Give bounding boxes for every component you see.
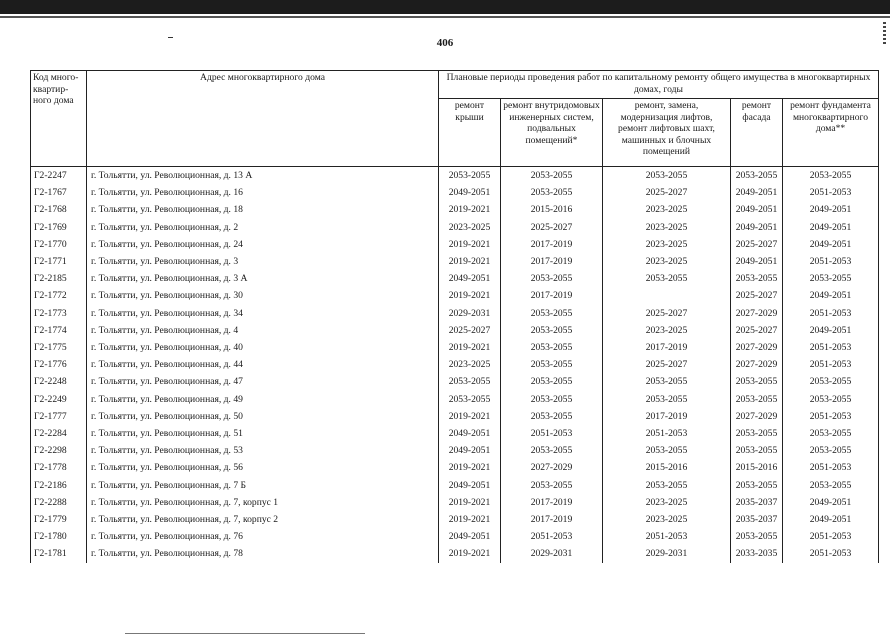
table-row [31, 219, 879, 236]
cell-address: г. Тольятти, ул. Революционная, д. 53 [87, 442, 439, 459]
cell-lifts: 2017-2019 [603, 339, 731, 356]
cell-foundation: 2051-2053 [783, 408, 879, 425]
cell-address: г. Тольятти, ул. Революционная, д. 51 [87, 425, 439, 442]
table-row [31, 391, 879, 408]
cell-code: Г2-2249 [31, 391, 87, 408]
cell-foundation: 2049-2051 [783, 322, 879, 339]
cell-facade: 2027-2029 [731, 356, 783, 373]
cell-facade: 2027-2029 [731, 408, 783, 425]
table-row [31, 477, 879, 494]
cell-lifts: 2051-2053 [603, 425, 731, 442]
cell-lifts: 2053-2055 [603, 477, 731, 494]
cell-foundation: 2051-2053 [783, 184, 879, 201]
cell-lifts: 2023-2025 [603, 201, 731, 218]
cell-systems: 2053-2055 [501, 373, 603, 390]
cell-facade: 2025-2027 [731, 322, 783, 339]
cell-foundation: 2049-2051 [783, 287, 879, 304]
cell-address: г. Тольятти, ул. Революционная, д. 2 [87, 219, 439, 236]
cell-facade: 2053-2055 [731, 373, 783, 390]
cell-address: г. Тольятти, ул. Революционная, д. 7, корпус 2 [87, 511, 439, 528]
header-systems: ремонт внутридомовых инженерных систем, подвальных помещений* [501, 99, 603, 167]
cell-facade: 2053-2055 [731, 167, 783, 185]
cell-roof: 2023-2025 [439, 356, 501, 373]
header-code: Код много-квартир-ного дома [31, 71, 87, 167]
cell-code: Г2-1777 [31, 408, 87, 425]
cell-code: Г2-1767 [31, 184, 87, 201]
cell-facade: 2053-2055 [731, 391, 783, 408]
cell-foundation: 2049-2051 [783, 494, 879, 511]
cell-foundation: 2053-2055 [783, 442, 879, 459]
cell-facade: 2027-2029 [731, 339, 783, 356]
table-body [31, 167, 879, 563]
scan-top-border [0, 0, 890, 14]
cell-systems: 2053-2055 [501, 270, 603, 287]
repair-schedule-table [30, 70, 879, 563]
table-row [31, 184, 879, 201]
cell-code: Г2-1772 [31, 287, 87, 304]
cell-foundation: 2053-2055 [783, 391, 879, 408]
cell-facade: 2049-2051 [731, 201, 783, 218]
table-row [31, 201, 879, 218]
cell-lifts: 2053-2055 [603, 270, 731, 287]
cell-foundation: 2051-2053 [783, 356, 879, 373]
cell-roof: 2019-2021 [439, 201, 501, 218]
cell-foundation: 2053-2055 [783, 477, 879, 494]
cell-facade: 2035-2037 [731, 511, 783, 528]
table-row [31, 167, 879, 185]
cell-lifts: 2015-2016 [603, 459, 731, 476]
table-row [31, 236, 879, 253]
cell-lifts: 2017-2019 [603, 408, 731, 425]
cell-address: г. Тольятти, ул. Революционная, д. 50 [87, 408, 439, 425]
cell-address: г. Тольятти, ул. Революционная, д. 16 [87, 184, 439, 201]
cell-systems: 2017-2019 [501, 236, 603, 253]
cell-roof: 2019-2021 [439, 459, 501, 476]
cell-systems: 2025-2027 [501, 219, 603, 236]
table-row [31, 373, 879, 390]
cell-code: Г2-1780 [31, 528, 87, 545]
cell-roof: 2023-2025 [439, 219, 501, 236]
cell-code: Г2-1770 [31, 236, 87, 253]
header-roof: ремонт крыши [439, 99, 501, 167]
cell-systems: 2015-2016 [501, 201, 603, 218]
cell-foundation: 2051-2053 [783, 253, 879, 270]
cell-lifts: 2053-2055 [603, 167, 731, 185]
cell-lifts [603, 287, 731, 304]
table-row [31, 459, 879, 476]
cell-code: Г2-1768 [31, 201, 87, 218]
cell-roof: 2049-2051 [439, 270, 501, 287]
cell-lifts: 2025-2027 [603, 305, 731, 322]
table-row [31, 408, 879, 425]
table-row [31, 270, 879, 287]
cell-code: Г2-1781 [31, 545, 87, 562]
table-row [31, 442, 879, 459]
cell-address: г. Тольятти, ул. Революционная, д. 3 [87, 253, 439, 270]
cell-code: Г2-1776 [31, 356, 87, 373]
header-lifts: ремонт, замена, модернизация лифтов, ремонт лифтовых шахт, машинных и блочных помещений [603, 99, 731, 167]
cell-lifts: 2023-2025 [603, 322, 731, 339]
cell-systems: 2017-2019 [501, 494, 603, 511]
cell-roof: 2049-2051 [439, 425, 501, 442]
cell-systems: 2053-2055 [501, 356, 603, 373]
cell-systems: 2053-2055 [501, 477, 603, 494]
cell-roof: 2053-2055 [439, 373, 501, 390]
cell-roof: 2049-2051 [439, 477, 501, 494]
cell-roof: 2019-2021 [439, 339, 501, 356]
cell-address: г. Тольятти, ул. Революционная, д. 4 [87, 322, 439, 339]
cell-systems: 2053-2055 [501, 322, 603, 339]
cell-systems: 2053-2055 [501, 391, 603, 408]
table-row [31, 511, 879, 528]
cell-code: Г2-1778 [31, 459, 87, 476]
cell-roof: 2019-2021 [439, 236, 501, 253]
cell-foundation: 2051-2053 [783, 339, 879, 356]
table-row [31, 322, 879, 339]
cell-foundation: 2053-2055 [783, 167, 879, 185]
cell-address: г. Тольятти, ул. Революционная, д. 44 [87, 356, 439, 373]
cell-systems: 2053-2055 [501, 184, 603, 201]
cell-facade: 2053-2055 [731, 528, 783, 545]
cell-facade: 2025-2027 [731, 236, 783, 253]
cell-address: г. Тольятти, ул. Революционная, д. 40 [87, 339, 439, 356]
cell-code: Г2-1774 [31, 322, 87, 339]
cell-facade: 2027-2029 [731, 305, 783, 322]
cell-roof: 2029-2031 [439, 305, 501, 322]
cell-foundation: 2049-2051 [783, 236, 879, 253]
cell-lifts: 2053-2055 [603, 442, 731, 459]
cell-roof: 2053-2055 [439, 391, 501, 408]
cell-foundation: 2053-2055 [783, 373, 879, 390]
cell-systems: 2053-2055 [501, 305, 603, 322]
cell-lifts: 2023-2025 [603, 219, 731, 236]
cell-address: г. Тольятти, ул. Революционная, д. 34 [87, 305, 439, 322]
cell-facade: 2035-2037 [731, 494, 783, 511]
scan-bottom-line [125, 633, 365, 634]
cell-lifts: 2023-2025 [603, 494, 731, 511]
cell-lifts: 2025-2027 [603, 184, 731, 201]
cell-lifts: 2053-2055 [603, 391, 731, 408]
table-row [31, 528, 879, 545]
cell-code: Г2-1769 [31, 219, 87, 236]
cell-address: г. Тольятти, ул. Революционная, д. 13 А [87, 167, 439, 185]
cell-address: г. Тольятти, ул. Революционная, д. 7, корпус 1 [87, 494, 439, 511]
cell-address: г. Тольятти, ул. Революционная, д. 56 [87, 459, 439, 476]
header-address: Адрес многоквартирного дома [87, 71, 439, 167]
cell-code: Г2-1771 [31, 253, 87, 270]
cell-systems: 2051-2053 [501, 425, 603, 442]
cell-address: г. Тольятти, ул. Революционная, д. 3 А [87, 270, 439, 287]
cell-facade: 2049-2051 [731, 184, 783, 201]
cell-roof: 2053-2055 [439, 167, 501, 185]
cell-facade: 2053-2055 [731, 425, 783, 442]
cell-address: г. Тольятти, ул. Революционная, д. 18 [87, 201, 439, 218]
header-foundation: ремонт фундамента многоквартирного дома** [783, 99, 879, 167]
cell-foundation: 2051-2053 [783, 459, 879, 476]
cell-facade: 2025-2027 [731, 287, 783, 304]
cell-lifts: 2023-2025 [603, 253, 731, 270]
cell-roof: 2019-2021 [439, 253, 501, 270]
cell-systems: 2029-2031 [501, 545, 603, 562]
table-row [31, 425, 879, 442]
cell-facade: 2053-2055 [731, 270, 783, 287]
cell-roof: 2019-2021 [439, 408, 501, 425]
cell-address: г. Тольятти, ул. Революционная, д. 78 [87, 545, 439, 562]
table-row [31, 356, 879, 373]
cell-roof: 2019-2021 [439, 494, 501, 511]
cell-code: Г2-1775 [31, 339, 87, 356]
cell-code: Г2-2185 [31, 270, 87, 287]
cell-roof: 2049-2051 [439, 184, 501, 201]
cell-systems: 2053-2055 [501, 339, 603, 356]
cell-facade: 2053-2055 [731, 477, 783, 494]
cell-code: Г2-2288 [31, 494, 87, 511]
cell-systems: 2017-2019 [501, 511, 603, 528]
cell-lifts: 2053-2055 [603, 373, 731, 390]
cell-roof: 2019-2021 [439, 545, 501, 562]
cell-code: Г2-2186 [31, 477, 87, 494]
cell-roof: 2025-2027 [439, 322, 501, 339]
table-row [31, 253, 879, 270]
cell-systems: 2017-2019 [501, 253, 603, 270]
cell-code: Г2-1773 [31, 305, 87, 322]
table-row [31, 545, 879, 562]
cell-facade: 2053-2055 [731, 442, 783, 459]
header-facade: ремонт фасада [731, 99, 783, 167]
cell-roof: 2049-2051 [439, 442, 501, 459]
cell-foundation: 2051-2053 [783, 545, 879, 562]
cell-address: г. Тольятти, ул. Революционная, д. 76 [87, 528, 439, 545]
cell-foundation: 2049-2051 [783, 201, 879, 218]
cell-systems: 2051-2053 [501, 528, 603, 545]
cell-roof: 2049-2051 [439, 528, 501, 545]
cell-facade: 2015-2016 [731, 459, 783, 476]
cell-foundation: 2053-2055 [783, 425, 879, 442]
cell-foundation: 2049-2051 [783, 219, 879, 236]
cell-code: Г2-1779 [31, 511, 87, 528]
page-number: 406 [436, 37, 454, 49]
cell-code: Г2-2298 [31, 442, 87, 459]
cell-address: г. Тольятти, ул. Революционная, д. 47 [87, 373, 439, 390]
cell-address: г. Тольятти, ул. Революционная, д. 49 [87, 391, 439, 408]
table-row [31, 305, 879, 322]
scan-top-rule [0, 16, 890, 18]
cell-foundation: 2053-2055 [783, 270, 879, 287]
cell-systems: 2017-2019 [501, 287, 603, 304]
cell-facade: 2049-2051 [731, 219, 783, 236]
table-row [31, 494, 879, 511]
cell-address: г. Тольятти, ул. Революционная, д. 30 [87, 287, 439, 304]
cell-roof: 2019-2021 [439, 511, 501, 528]
cell-foundation: 2051-2053 [783, 305, 879, 322]
cell-foundation: 2051-2053 [783, 528, 879, 545]
cell-code: Г2-2248 [31, 373, 87, 390]
cell-lifts: 2025-2027 [603, 356, 731, 373]
table-row [31, 287, 879, 304]
cell-code: Г2-2247 [31, 167, 87, 185]
cell-lifts: 2023-2025 [603, 511, 731, 528]
cell-facade: 2049-2051 [731, 253, 783, 270]
cell-systems: 2053-2055 [501, 167, 603, 185]
cell-lifts: 2023-2025 [603, 236, 731, 253]
cell-roof: 2019-2021 [439, 287, 501, 304]
cell-foundation: 2049-2051 [783, 511, 879, 528]
header-periods: Плановые периоды проведения работ по капитальному ремонту общего имущества в многоквартирных домах, годы [439, 71, 879, 99]
cell-lifts: 2051-2053 [603, 528, 731, 545]
cell-systems: 2053-2055 [501, 408, 603, 425]
cell-systems: 2027-2029 [501, 459, 603, 476]
cell-facade: 2033-2035 [731, 545, 783, 562]
table-row [31, 339, 879, 356]
cell-address: г. Тольятти, ул. Революционная, д. 24 [87, 236, 439, 253]
cell-code: Г2-2284 [31, 425, 87, 442]
cell-systems: 2053-2055 [501, 442, 603, 459]
cell-address: г. Тольятти, ул. Революционная, д. 7 Б [87, 477, 439, 494]
cell-lifts: 2029-2031 [603, 545, 731, 562]
